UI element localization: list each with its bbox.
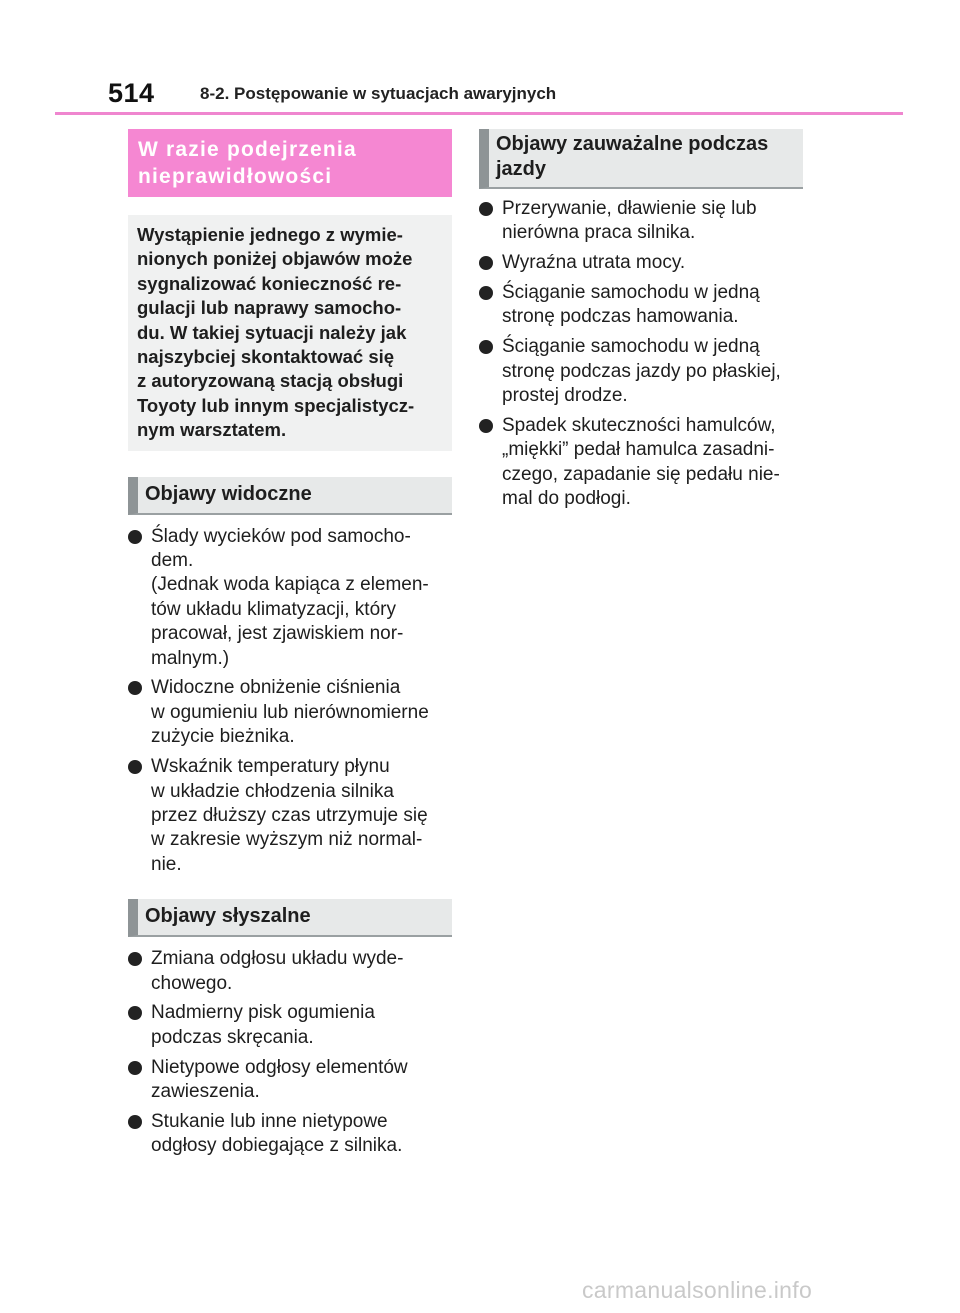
intro-line: gulacji lub naprawy samocho- — [137, 297, 402, 319]
intro-line: nionych poniżej objawów może — [137, 248, 413, 270]
bullet-icon — [479, 256, 493, 270]
visible-symptoms-header: Objawy widoczne — [128, 477, 452, 515]
item-note-line: tów układu klimatyzacji, który — [151, 598, 396, 620]
audible-symptoms-header: Objawy słyszalne — [128, 899, 452, 937]
item-note-line: pracował, jest zjawiskiem nor- — [151, 623, 404, 645]
bullet-icon — [128, 1115, 142, 1129]
intro-box — [128, 215, 452, 451]
intro-line: z autoryzowaną stacją obsługi — [137, 370, 404, 392]
intro-line: Toyoty lub innym specjalistycz- — [137, 394, 415, 416]
list-item — [479, 335, 803, 408]
driving-symptoms-header — [479, 129, 803, 189]
intro-line: najszybciej skontaktować się — [137, 346, 395, 368]
audible-symptoms-list — [128, 947, 452, 1158]
bullet-icon — [128, 681, 142, 695]
bullet-icon — [128, 530, 142, 544]
intro-line: du. W takiej sytuacji należy jak — [137, 321, 407, 343]
item-line: mal do podłogi. — [502, 488, 631, 510]
list-item — [128, 1056, 452, 1105]
watermark: carmanualsonline.info — [582, 1277, 813, 1303]
header-line: Objawy zauważalne podczas — [496, 133, 769, 155]
item-line: Widoczne obniżenie ciśnienia — [151, 677, 401, 699]
bullet-icon — [479, 340, 493, 354]
section-title: 8-2. Postępowanie w sytuacjach awaryjnych — [200, 84, 557, 103]
header-rule — [55, 112, 903, 115]
left-column — [128, 129, 452, 1164]
item-line: stronę podczas jazdy po płaskiej, — [502, 360, 781, 382]
item-line: w ogumieniu lub nierównomierne — [151, 701, 429, 723]
item-line: w układzie chłodzenia silnika — [151, 780, 394, 802]
item-line: Przerywanie, dławienie się lub — [502, 198, 757, 219]
item-line: Wyraźna utrata mocy. — [502, 252, 686, 274]
item-line: Nadmierny pisk ogumienia — [151, 1002, 375, 1024]
item-line: Ściąganie samochodu w jedną — [502, 336, 760, 358]
bullet-icon — [128, 1061, 142, 1075]
item-line: odgłosy dobiegające z silnika. — [151, 1135, 403, 1157]
item-line: „miękki” pedał hamulca zasadni- — [502, 439, 775, 461]
item-line: w zakresie wyższym niż normal- — [151, 829, 423, 851]
bullet-icon — [128, 952, 142, 966]
list-item — [479, 414, 803, 512]
item-line: Wskaźnik temperatury płynu — [151, 756, 390, 778]
item-line: Ściąganie samochodu w jedną — [502, 282, 760, 303]
item-line: prostej drodze. — [502, 385, 628, 407]
list-item — [128, 525, 452, 671]
bullet-icon — [479, 419, 493, 433]
visible-symptoms-list — [128, 525, 452, 877]
item-note-line: (Jednak woda kapiąca z elemen- — [151, 574, 429, 596]
header-line: jazdy — [496, 158, 547, 180]
item-line: zawieszenia. — [151, 1080, 260, 1102]
item-line: nie. — [151, 853, 182, 875]
list-item — [479, 197, 803, 246]
bullet-icon — [128, 760, 142, 774]
item-line: podczas skręcania. — [151, 1026, 314, 1048]
list-item — [128, 1001, 452, 1050]
item-line: Ślady wycieków pod samocho- — [151, 525, 411, 547]
item-line: Stukanie lub inne nietypowe — [151, 1110, 388, 1132]
item-line: stronę podczas hamowania. — [502, 306, 739, 328]
intro-line: sygnalizować konieczność re- — [137, 272, 402, 294]
list-item — [128, 1110, 452, 1159]
item-line: Nietypowe odgłosy elementów — [151, 1056, 408, 1078]
intro-line: Wystąpienie jednego z wymie- — [137, 224, 403, 245]
page-number: 514 — [108, 78, 155, 108]
banner-line: nieprawidłowości — [138, 165, 333, 188]
list-item — [128, 947, 452, 996]
item-line: Zmiana odgłosu układu wyde- — [151, 948, 404, 970]
item-line: czego, zapadanie się pedału nie- — [502, 463, 780, 485]
right-column — [479, 129, 803, 517]
section-banner — [128, 129, 452, 197]
list-item — [479, 251, 803, 275]
intro-line: nym warsztatem. — [137, 419, 287, 441]
list-item — [479, 281, 803, 330]
item-line: chowego. — [151, 972, 233, 994]
item-line: zużycie bieżnika. — [151, 726, 295, 748]
page-header — [108, 78, 904, 110]
list-item — [128, 676, 452, 749]
item-line: nierówna praca silnika. — [502, 222, 696, 244]
bullet-icon — [479, 286, 493, 300]
item-line: Spadek skuteczności hamulców, — [502, 414, 776, 436]
bullet-icon — [128, 1006, 142, 1020]
bullet-icon — [479, 202, 493, 216]
item-line: przez dłuższy czas utrzymuje się — [151, 804, 428, 826]
item-line: dem. — [151, 550, 194, 572]
driving-symptoms-list — [479, 197, 803, 511]
banner-line: W razie podejrzenia — [138, 138, 357, 161]
list-item — [128, 755, 452, 877]
item-note-line: malnym.) — [151, 647, 230, 669]
